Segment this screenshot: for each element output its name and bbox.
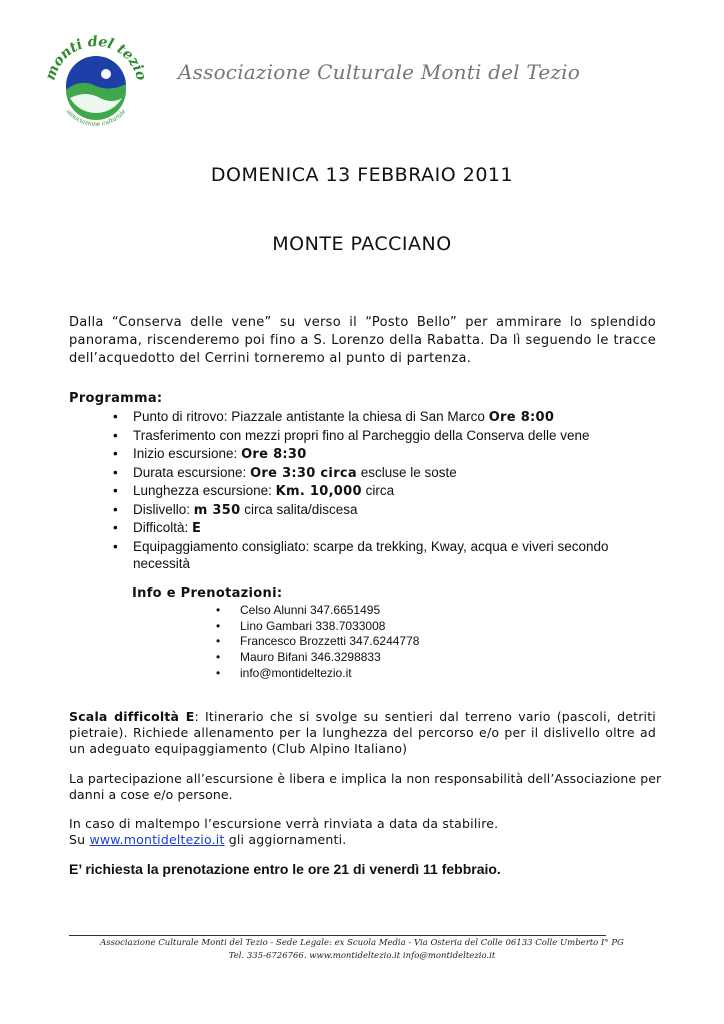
website-link[interactable]: www.montideltezio.it — [89, 832, 225, 847]
contact-item: • Celso Alunni 347.6651495 — [216, 603, 419, 619]
difficulty-scale-label: Scala difficoltà E — [69, 709, 195, 724]
contact-item: • Lino Gambari 338.7033008 — [216, 619, 419, 635]
contact-item: • Mauro Bifani 346.3298833 — [216, 650, 419, 666]
list-item: • Dislivello: m 350 circa salita/discesa — [113, 501, 653, 520]
list-item: • Difficoltà: E — [113, 519, 653, 538]
contacts-list — [216, 603, 419, 682]
footer-contacts: Tel. 335-6726766. www.montideltezio.it info@montideltezio.it — [228, 951, 496, 961]
difficulty-scale: Scala difficoltà E: Itinerario che si svolge su sentieri dal terreno vario (pascoli, detriti pietraie). Richiede allenamento per la lunghezza del percorso e/o per il dislivello oltre ad un adeguato equipaggiamento (Club Alpino Italiano) — [69, 709, 656, 756]
programma-list — [113, 408, 653, 574]
event-place: MONTE PACCIANO — [272, 233, 452, 255]
event-intro: Dalla “Conserva delle vene” su verso il “Posto Bello” per ammirare lo splendido panorama, riscenderemo poi fino a S. Lorenzo della Rabatta. Da lì seguendo le tracce dell’acquedotto del Cerrini torneremo al punto di partenza. — [69, 315, 656, 366]
footer-divider — [69, 935, 606, 936]
logo-subtext: associazione culturale — [64, 108, 128, 128]
association-logo — [40, 28, 152, 140]
info-title: Info e Prenotazioni: — [132, 586, 283, 601]
association-name: Associazione Culturale Monti del Tezio — [178, 60, 580, 84]
bad-weather-note: In caso di maltempo l’escursione verrà rinviata a data da stabilire. Su www.montideltezio.it gli aggiornamenti. — [69, 816, 499, 847]
list-item: • Durata escursione: Ore 3:30 circa escluse le soste — [113, 464, 653, 483]
event-date: DOMENICA 13 FEBBRAIO 2011 — [210, 164, 514, 186]
list-item: • Inizio escursione: Ore 8:30 — [113, 445, 653, 464]
footer-address: Associazione Culturale Monti del Tezio - Sede Legale: ex Scuola Media - Via Osteria del Colle 06133 Colle Umberto I° PG — [100, 938, 624, 948]
list-item: • Lunghezza escursione: Km. 10,000 circa — [113, 482, 653, 501]
booking-deadline: E’ richiesta la prenotazione entro le ore 21 di venerdì 11 febbraio. — [69, 861, 501, 877]
list-item: • Equipaggiamento consigliato: scarpe da trekking, Kway, acqua e viveri secondo necessità — [113, 538, 653, 574]
programma-title: Programma: — [69, 391, 163, 406]
contact-item: • Francesco Brozzetti 347.6244778 — [216, 634, 419, 650]
list-item: • Trasferimento con mezzi propri fino al Parcheggio della Conserva delle vene — [113, 427, 653, 446]
list-item: • Punto di ritrovo: Piazzale antistante la chiesa di San Marco Ore 8:00 — [113, 408, 653, 427]
contact-item: • info@montideltezio.it — [216, 666, 419, 682]
logo-text: monti del tezio — [42, 33, 150, 83]
participation-note: La partecipazione all’escursione è libera e implica la non responsabilità dell’Associazione per danni a cose e/o persone. — [69, 771, 662, 802]
